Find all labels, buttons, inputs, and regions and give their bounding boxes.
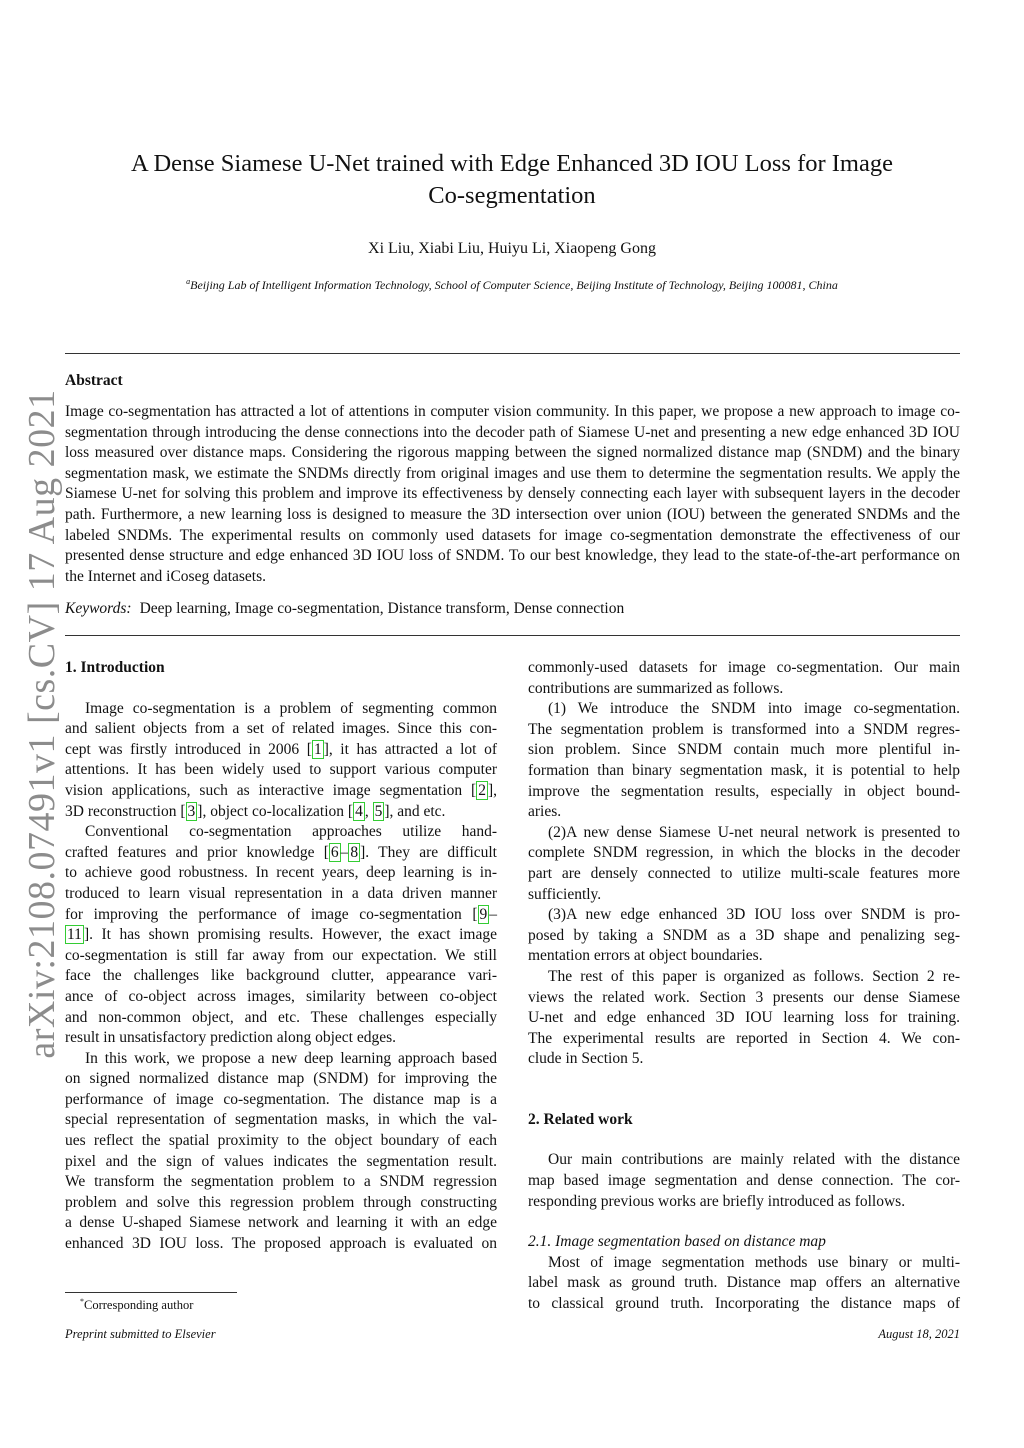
- text-line: [65, 925, 497, 946]
- text-line: Most of image segmentation methods use binary or multi-: [548, 1253, 960, 1271]
- footnote-text: Corresponding author: [84, 1298, 194, 1313]
- text-line: for improving the performance of image co-segmentation [ 9 –: [65, 905, 497, 923]
- abstract-body: [65, 402, 960, 587]
- text-line: The segmentation problem is transformed into a SNDM regres-: [528, 720, 960, 738]
- text-line: problem and solve this regression problem through constructing: [65, 1193, 497, 1211]
- text-line: face the challenges like background clutter, appearance vari-: [65, 967, 497, 985]
- text-line: ance of co-object across images, similarity between co-object: [65, 987, 497, 1005]
- text-line: and non-common object, and etc. These challenges especially: [65, 1008, 497, 1026]
- affiliation-text: Beijing Lab of Intelligent Information Technology, School of Computer Science, Beijing Institute of Technology, Beijing 100081, China: [190, 278, 838, 292]
- text-line: The experimental results are reported in Section 4. We con-: [528, 1029, 960, 1047]
- spacer: [65, 679, 497, 699]
- spacer: [528, 1070, 960, 1090]
- text-line: clude in Section 5.: [528, 1050, 644, 1068]
- section-1-heading: 1. Introduction: [65, 659, 165, 676]
- text-line: sufficiently.: [528, 885, 602, 903]
- text-line: aries.: [528, 803, 562, 821]
- abstract-paragraph: Image co-segmentation has attracted a lot of attentions in computer vision community. In this paper, we propose a new approach to image co-segmentation through introducing the dense connections into the decoder path of Siamese U-net and presenting a new edge enhanced 3D IOU loss measured over distance maps. Considering the rigorous mapping between the signed normalized distance map (SNDM) and the binary segmentation mask, we estimate the SNDMs directly from original images and use them to determine the segmentation results. We apply the Siamese U-net for solving this problem and improve its effectiveness by densely connecting each layer with subsequent layers in the decoder path. Furthermore, a new learning loss is designed to measure the 3D intersection over union (IOU) between the generated SNDMs and the labeled SNDMs. The experimental results on commonly used datasets for image co-segmentation demonstrate the effectiveness of our presented dense structure and edge enhanced 3D IOU loss of SNDM. To our best knowledge, they lead to the state-of-the-art performance on the Internet and iCoseg datasets.: [65, 403, 960, 585]
- footer-date: August 18, 2021: [878, 1327, 960, 1341]
- text-line: (3)A new edge enhanced 3D IOU loss over SNDM is pro-: [548, 906, 960, 924]
- affiliation-mark: a: [186, 277, 191, 286]
- text-line: complete SNDM regression, in which the blocks in the decoder: [528, 844, 960, 862]
- section-2-1-heading: 2.1. Image segmentation based on distance map: [528, 1233, 826, 1251]
- text-line: Our main contributions are mainly related with the distance: [548, 1151, 960, 1169]
- text-line: troduced to learn visual representation in a data driven manner: [65, 884, 497, 902]
- spacer: [528, 1090, 960, 1110]
- text-line: Conventional co-segmentation approaches utilize hand-: [85, 823, 497, 841]
- text-line: result in unsatisfactory prediction along object edges.: [65, 1029, 397, 1047]
- text-line: special representation of segmentation masks, in which the val-: [65, 1111, 497, 1129]
- text-line: 3D reconstruction [ 3 ], object co-localization [ 4 , 5 ], and etc.: [65, 802, 446, 820]
- text-line: attentions. It has been widely used to support various computer: [65, 761, 497, 779]
- text-line: map based image segmentation and dense connection. The cor-: [528, 1172, 960, 1190]
- text-line: improve the segmentation results, especially in object bound-: [528, 782, 960, 800]
- footer-preprint-note: Preprint submitted to Elsevier: [65, 1327, 216, 1341]
- citation-link[interactable]: 11: [67, 926, 82, 944]
- citation-link[interactable]: 9: [479, 905, 488, 923]
- text-line: cept was firstly introduced in 2006 [ 1 ], it has attracted a lot of: [65, 740, 497, 758]
- title-line-1: A Dense Siamese U-Net trained with Edge Enhanced 3D IOU Loss for Image: [130, 150, 893, 177]
- text-line: (1) We introduce the SNDM into image co-segmentation.: [548, 700, 960, 718]
- text-fragment: ], it has attracted a lot of: [323, 740, 497, 758]
- text-fragment: ], and etc.: [384, 802, 446, 820]
- text-line: to classical ground truth. Incorporating the distance maps of: [528, 1295, 960, 1313]
- text-line: and salient objects from a set of related images. Since this con-: [65, 720, 497, 738]
- citation-link[interactable]: 4: [355, 802, 363, 820]
- text-line: responding previous works are briefly introduced as follows.: [528, 1192, 906, 1210]
- text-line: In this work, we propose a new deep learning approach based: [85, 1049, 497, 1067]
- citation-link[interactable]: 6: [330, 843, 339, 861]
- citation-link[interactable]: 2: [478, 781, 486, 799]
- keywords-list: Deep learning, Image co-segmentation, Distance transform, Dense connection: [139, 600, 625, 617]
- text-line: mentation errors at object boundaries.: [528, 947, 763, 965]
- text-line: contributions are summarized as follows.: [528, 679, 784, 697]
- text-line: (2)A new dense Siamese U-net neural network is presented to: [548, 823, 960, 841]
- keywords: [65, 600, 960, 618]
- text-line: co-segmentation is still far away from our expectation. We still: [65, 946, 497, 964]
- spacer: [528, 1212, 960, 1232]
- citation-link[interactable]: 1: [313, 740, 322, 758]
- citation-link[interactable]: 8: [350, 843, 359, 861]
- footnote-rule: [65, 1292, 237, 1293]
- title-line-2: Co-segmentation: [428, 182, 596, 209]
- text-line: sion problem. Since SNDM contain much more plentiful in-: [528, 741, 960, 759]
- spacer: [528, 1130, 960, 1150]
- author-list: Xi Liu, Xiabi Liu, Huiyu Li, Xiaopeng Gong: [368, 240, 656, 257]
- footnote-mark: *: [80, 1297, 84, 1306]
- text-fragment: ], object co-localization [: [197, 802, 354, 820]
- text-fragment: vision applications, such as interactive image segmentation: [65, 781, 472, 799]
- footnote: [80, 1297, 193, 1313]
- text-fragment: crafted features and prior knowledge: [65, 843, 324, 861]
- citation-link[interactable]: 5: [374, 802, 383, 820]
- abstract-bottom-rule: [65, 635, 960, 636]
- abstract-heading: Abstract: [65, 372, 123, 389]
- text-line: Image co-segmentation is a problem of segmenting common: [85, 699, 497, 717]
- section-2-heading: 2. Related work: [528, 1110, 633, 1128]
- text-fragment: cept was firstly introduced in 2006: [65, 740, 307, 758]
- top-rule: [65, 353, 960, 354]
- right-column: [528, 658, 960, 1315]
- text-fragment: ]. They are difficult: [360, 843, 497, 861]
- text-fragment: ],: [487, 781, 497, 799]
- text-line: U-net and edge enhanced 3D IOU learning loss for training.: [528, 1009, 960, 1027]
- text-line: part are densely connected to utilize multi-scale features more: [528, 864, 960, 882]
- text-line: a dense U-shaped Siamese network and learning it with an edge: [65, 1214, 497, 1232]
- text-line: on signed normalized distance map (SNDM) for improving the: [65, 1070, 497, 1088]
- affiliation: [0, 277, 1024, 293]
- citation-link[interactable]: 3: [187, 802, 196, 820]
- text-line: posed by taking a SNDM as a 3D shape and penalizing seg-: [528, 926, 960, 944]
- text-line: The rest of this paper is organized as follows. Section 2 re-: [548, 967, 960, 985]
- text-line: to achieve good robustness. In recent years, deep learning is in-: [65, 864, 497, 882]
- text-fragment: for improving the performance of image co-segmentation: [65, 905, 473, 923]
- text-line: pixel and the sign of values indicates the segmentation result.: [65, 1152, 497, 1170]
- text-line: ues reflect the spatial proximity to the object boundary of each: [65, 1132, 497, 1150]
- text-line: formation than binary segmentation mask, it is potential to help: [528, 761, 960, 779]
- text-line: crafted features and prior knowledge [ 6 – 8 ]. They are difficult: [65, 843, 497, 861]
- text-line: vision applications, such as interactive image segmentation [ 2 ],: [65, 781, 497, 799]
- text-line: commonly-used datasets for image co-segmentation. Our main: [528, 659, 960, 676]
- text-fragment: 3D reconstruction: [65, 802, 181, 820]
- paper-title: [0, 148, 1024, 212]
- text-line: label mask as ground truth. Distance map offers an alternative: [528, 1274, 960, 1292]
- text-line: performance of image co-segmentation. The distance map is a: [65, 1090, 497, 1108]
- text-line: enhanced 3D IOU loss. The proposed approach is evaluated on: [65, 1235, 497, 1253]
- text-line: We transform the segmentation problem to a SNDM regression: [65, 1173, 497, 1191]
- text-line: views the related work. Section 3 presents our dense Siamese: [528, 988, 960, 1006]
- arxiv-stamp-text: arXiv:2108.07491v1 [cs.CV] 17 Aug 2021: [21, 389, 63, 1059]
- left-column: [65, 658, 497, 1255]
- text-fragment: ]. It has shown promising results. However, the exact image: [83, 926, 497, 944]
- keywords-label: Keywords:: [65, 600, 132, 617]
